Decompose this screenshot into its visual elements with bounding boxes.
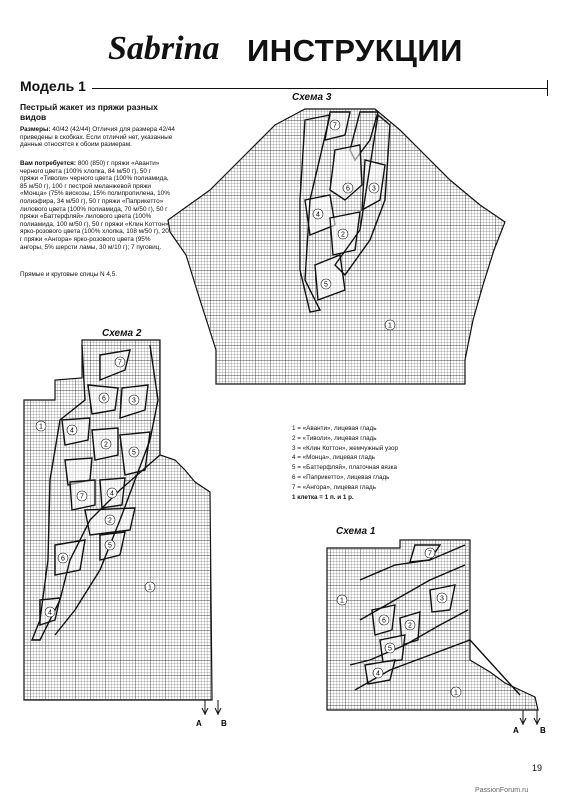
s3-label: 6 — [346, 185, 350, 193]
page-title: ИНСТРУКЦИИ — [247, 33, 463, 68]
legend-item: 1 = «Аванти», лицевая гладь — [292, 425, 377, 432]
yarn-legend — [292, 424, 398, 502]
s3-label: 5 — [324, 281, 328, 289]
s2-label: 4 — [70, 427, 74, 435]
materials-label: Вам потребуется: — [20, 160, 77, 167]
sizes-value: 40/42 (42/44) — [52, 126, 91, 133]
s2-label: 4 — [48, 609, 52, 617]
s2-label: 6 — [61, 555, 65, 563]
brand-logo: Sabrina — [108, 30, 220, 67]
scheme-2-markers — [196, 700, 227, 728]
s3-label: 7 — [333, 122, 337, 130]
needles-paragraph: Прямые и круговые спицы N 4,5. — [20, 271, 118, 278]
marker-b: B — [540, 726, 546, 735]
s1-label: 2 — [408, 622, 412, 630]
s1-label: 6 — [382, 617, 386, 625]
sizes-note: Отличия для размера 42/44 приведены в скобках. Если отличий нет, указанные данные относятся к обоим размерам. — [20, 126, 175, 149]
marker-a: A — [513, 726, 519, 735]
s2-label: 5 — [108, 542, 112, 550]
scheme-2-chart — [24, 340, 227, 728]
scheme-1-title: Схема 1 — [336, 526, 376, 537]
model-heading: Модель 1 — [20, 78, 92, 94]
s2-label: 1 — [148, 584, 152, 592]
s3-label: 2 — [341, 231, 345, 239]
materials-text: 800 (850) г пряжи «Аванти» черного цвета (100% хлопка, 84 м/50 г), 50 г пряжи «Тиволи» черного цвета (100% полиамида, 85 м/50 г), 100 г пестрой меланжевой пряжи «Монца» (75% вискозы, 15% полипропилена, 10% полиэфира, 34 м/50 г), 50 г пряжи «Паприкетто» лилового цвета (100% полиамида, 70 м/50 г), 50 г пряжи «Баттерфляй» лилового цвета (100% полиамида, 100 м/50 г), 50 г пряжи «Клин Коттон» ярко-розового цвета (100% хлопка, 108 м/50 г), 20 г пряжи «Ангора» ярко-розового цвета (95% ангоры, 5% шерсти ламы, 30 м/10 г); 7 пуговиц. — [20, 160, 170, 251]
legend-item: 7 = «Ангора», лицевая гладь — [292, 483, 376, 491]
scheme-1-markers — [513, 710, 546, 735]
legend-item: 1 клетка = 1 п. и 1 р. — [292, 493, 354, 501]
legend-item: 2 = «Тиволи», лицевая гладь — [292, 434, 377, 442]
sizes-label: Размеры: — [20, 126, 51, 133]
s2-label: 2 — [108, 517, 112, 525]
s2-label: 3 — [132, 397, 136, 405]
s3-label: 4 — [316, 211, 320, 219]
watermark-text: PassionForum.ru — [475, 787, 529, 794]
s2-label: 4 — [110, 490, 114, 498]
page-number: 19 — [532, 763, 543, 773]
s1-label: 1 — [340, 597, 344, 605]
scheme-3-title: Схема 3 — [292, 92, 332, 103]
s1-label: 7 — [428, 550, 432, 558]
model-subtitle: Пестрый жакет из пряжи разных видов — [20, 102, 158, 122]
s1-label: 3 — [440, 595, 444, 603]
marker-a: A — [196, 719, 202, 728]
legend-item: 4 = «Монца», лицевая гладь — [292, 454, 376, 462]
legend-item: 5 = «Баттерфляй», платочная вязка — [292, 464, 398, 472]
scheme-2-title: Схема 2 — [102, 328, 142, 339]
s3-label: 1 — [388, 322, 392, 330]
s1-label: 5 — [388, 645, 392, 653]
legend-item: 6 = «Паприкетто», лицевая гладь — [292, 473, 390, 481]
marker-b: B — [221, 719, 227, 728]
s2-label: 7 — [118, 359, 122, 367]
legend-item: 3 = «Клин Коттон», жемчужный узор — [292, 444, 398, 452]
s2-label: 1 — [39, 423, 43, 431]
scheme-3-chart — [168, 109, 505, 384]
s3-label: 3 — [372, 185, 376, 193]
s1-label: 1 — [454, 689, 458, 697]
s2-label: 6 — [102, 395, 106, 403]
s2-label: 5 — [132, 449, 136, 457]
s2-label: 7 — [80, 493, 84, 501]
s2-label: 2 — [104, 441, 108, 449]
s1-label: 4 — [376, 670, 380, 678]
scheme-1-chart — [327, 540, 546, 735]
